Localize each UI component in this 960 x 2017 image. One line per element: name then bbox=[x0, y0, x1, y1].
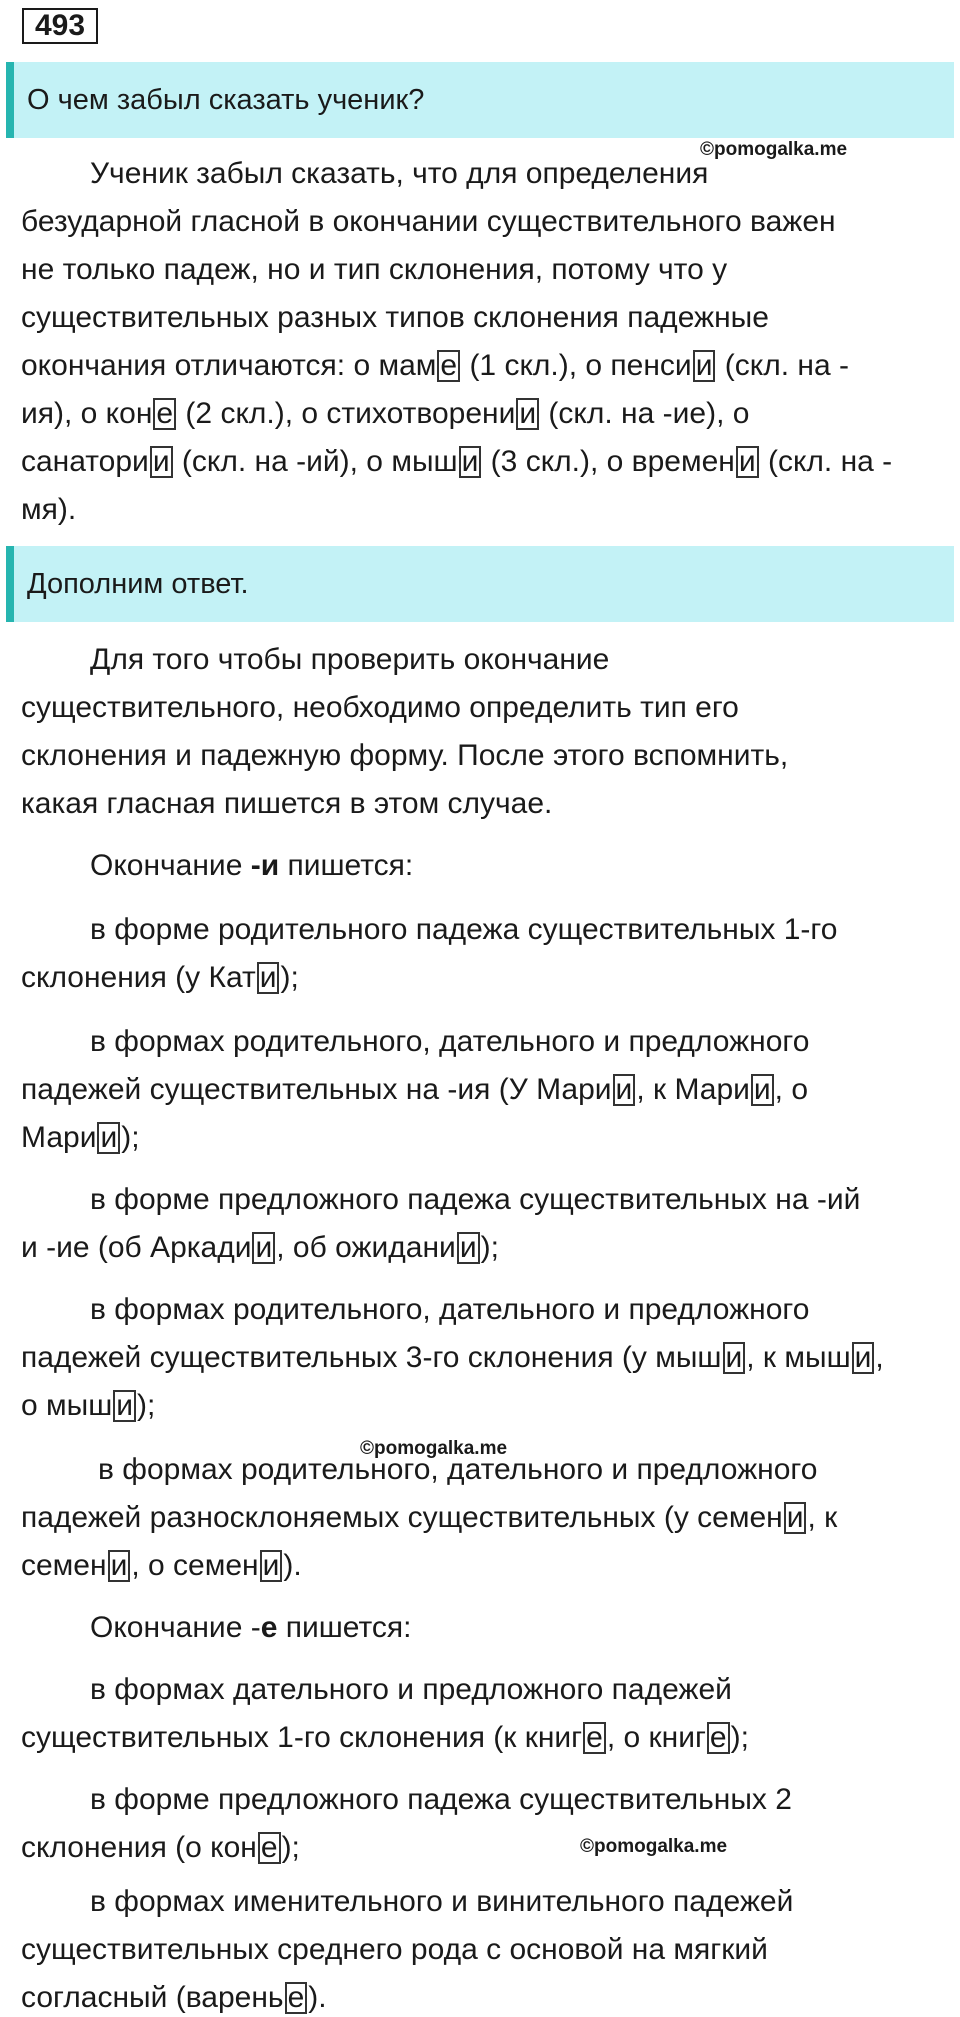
watermark-bottom: ©pomogalka.me bbox=[580, 1836, 728, 1857]
ending-box: и bbox=[751, 1074, 774, 1106]
ending-box: и bbox=[784, 1502, 807, 1534]
text-line: Для того чтобы проверить окончание bbox=[90, 643, 610, 676]
ending-box: е bbox=[153, 398, 176, 430]
answer-line: безударной гласной в окончании существительного важен bbox=[21, 205, 836, 238]
rule-line: в формах родительного, дательного и предложного bbox=[90, 1293, 810, 1326]
ending-box: и bbox=[459, 446, 482, 478]
rule-line: согласный (варень е ). bbox=[21, 1981, 327, 2014]
ending-box: и bbox=[852, 1342, 875, 1374]
ending-box: е bbox=[437, 350, 460, 382]
ending-box: и bbox=[257, 962, 280, 994]
rule-line: существительных 1-го склонения (к книг е , о книг е ); bbox=[21, 1721, 749, 1754]
rule-line: склонения (у Кат и ); bbox=[21, 961, 299, 994]
answer-line: не только падеж, но и тип склонения, потому что у bbox=[21, 253, 728, 286]
rule-line: в формах дательного и предложного падежей bbox=[90, 1673, 732, 1706]
rule-line: семен и , о семен и ). bbox=[21, 1549, 302, 1582]
answer-line: ия), о кон е (2 скл.), о стихотворени и (скл. на -ие), о bbox=[21, 397, 750, 430]
ending-box: и bbox=[723, 1342, 746, 1374]
rule-line: падежей разносклоняемых существительных (у семен и , к bbox=[21, 1501, 838, 1534]
ending-box: и bbox=[113, 1390, 136, 1422]
ending-box: е bbox=[583, 1722, 606, 1754]
rule-line: в форме предложного падежа существительных на -ий bbox=[90, 1183, 861, 1216]
task-number-box: 493 bbox=[22, 8, 98, 44]
rule-line: в формах родительного, дательного и предложного bbox=[90, 1025, 810, 1058]
rule-line: падежей существительных 3-го склонения (у мыш и , к мыш и , bbox=[21, 1341, 884, 1374]
ending-box: и bbox=[108, 1550, 131, 1582]
section-title-bar: Дополним ответ. bbox=[6, 546, 954, 622]
i-ending-heading: Окончание -и пишется: bbox=[90, 849, 414, 882]
rule-line: падежей существительных на -ия (У Мари и , к Мари и , о bbox=[21, 1073, 809, 1106]
rule-line: в формах именительного и винительного падежей bbox=[90, 1885, 794, 1918]
ending-box: и bbox=[457, 1232, 480, 1264]
e-ending-heading: Окончание -е пишется: bbox=[90, 1611, 412, 1644]
answer-line: Ученик забыл сказать, что для определения bbox=[90, 157, 709, 190]
rule-line: в форме предложного падежа существительных 2 bbox=[90, 1783, 792, 1816]
answer-line: мя). bbox=[21, 493, 77, 526]
answer-line: санатори и (скл. на -ий), о мыш и (3 скл.), о времен и (скл. на - bbox=[21, 445, 893, 478]
rule-line: и -ие (об Аркади и , об ожидани и ); bbox=[21, 1231, 499, 1264]
ending-box: и bbox=[252, 1232, 275, 1264]
ending-box: и bbox=[260, 1550, 283, 1582]
ending-box: и bbox=[150, 446, 173, 478]
watermark-middle: ©pomogalka.me bbox=[360, 1438, 508, 1459]
ending-box: е bbox=[285, 1982, 308, 2014]
ending-box: и bbox=[613, 1074, 636, 1106]
question-bar: О чем забыл сказать ученик? bbox=[6, 62, 954, 138]
text-line: склонения и падежную форму. После этого вспомнить, bbox=[21, 739, 789, 772]
ending-box: и bbox=[516, 398, 539, 430]
ending-box: е bbox=[258, 1832, 281, 1864]
text-line: какая гласная пишется в этом случае. bbox=[21, 787, 553, 820]
rule-line: Мари и ); bbox=[21, 1121, 140, 1154]
ending-box: и bbox=[97, 1122, 120, 1154]
rule-line: в формах родительного, дательного и предложного bbox=[98, 1453, 818, 1486]
answer-line: существительных разных типов склонения падежные bbox=[21, 301, 769, 334]
rule-line: в форме родительного падежа существительных 1-го bbox=[90, 913, 838, 946]
watermark-top: ©pomogalka.me bbox=[700, 139, 848, 160]
rule-line: о мыш и ); bbox=[21, 1389, 156, 1422]
ending-box: и bbox=[693, 350, 716, 382]
rule-line: склонения (о кон е ); bbox=[21, 1831, 300, 1864]
rule-line: существительных среднего рода с основой на мягкий bbox=[21, 1933, 768, 1966]
ending-box: и bbox=[736, 446, 759, 478]
answer-line: окончания отличаются: о мам е (1 скл.), о пенси и (скл. на - bbox=[21, 349, 850, 382]
ending-box: е bbox=[707, 1722, 730, 1754]
text-line: существительного, необходимо определить тип его bbox=[21, 691, 739, 724]
